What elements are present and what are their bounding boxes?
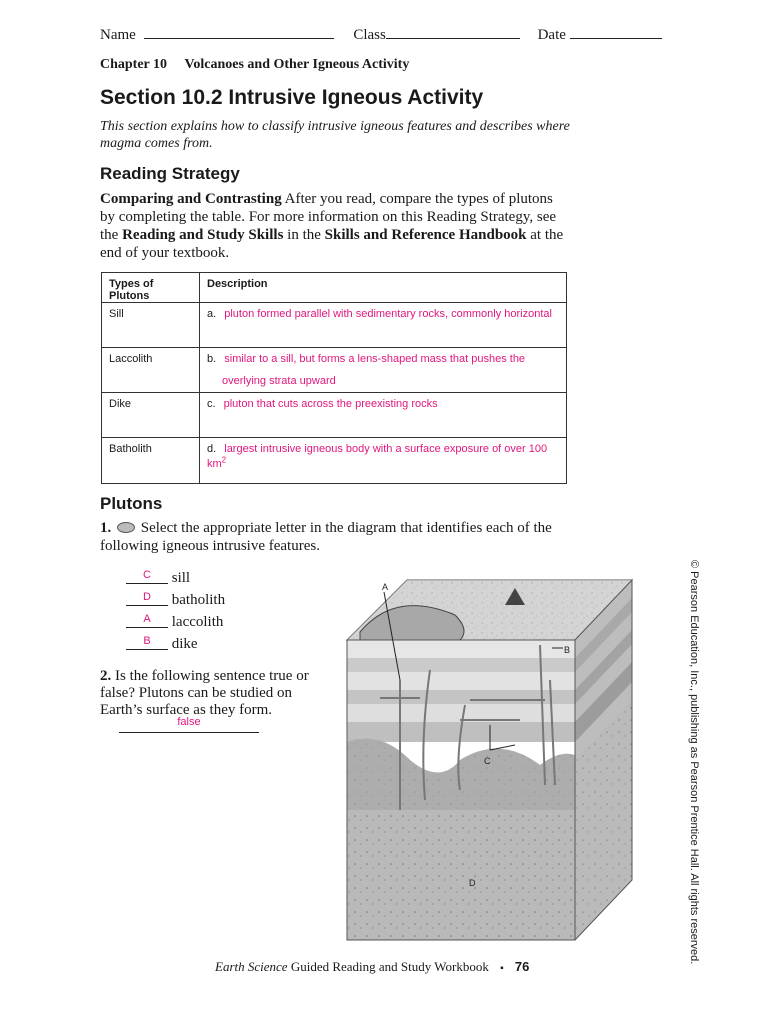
answer-label: sill — [171, 570, 191, 586]
table-row — [102, 438, 567, 484]
pluton-type: Sill — [102, 303, 200, 348]
list-item — [126, 567, 225, 589]
strategy-bold2: Skills and Reference Handbook — [324, 227, 527, 243]
pluton-description — [200, 303, 567, 348]
right-face — [575, 580, 632, 940]
section-title: Section 10.2 Intrusive Igneous Activity — [100, 86, 484, 109]
desc-answer: similar to a sill, but forms a lens-shaped mass that pushes the — [224, 353, 526, 365]
desc-letter: b. — [207, 353, 217, 365]
list-item — [126, 589, 225, 611]
chapter-line — [100, 57, 409, 73]
question-2 — [100, 668, 338, 719]
desc-letter: c. — [207, 398, 216, 410]
reading-strategy-text — [100, 190, 570, 262]
plutons-table — [101, 272, 567, 484]
strategy-text1: After you read, compare the types of plutons by completing the table. For more information on this Reading Strategy, see the — [100, 191, 557, 243]
pluton-description — [200, 348, 567, 393]
desc-answer: pluton that cuts across the preexisting rocks — [223, 398, 438, 410]
footer — [215, 959, 529, 975]
desc-answer: pluton formed parallel with sedimentary rocks, commonly horizontal — [224, 308, 552, 320]
answer-label: dike — [171, 636, 198, 652]
plutons-heading: Plutons — [100, 494, 163, 513]
superscript-2: 2 — [221, 455, 227, 464]
class-label: Class — [353, 27, 386, 43]
target-icon — [117, 522, 135, 533]
answer-blank[interactable]: C — [126, 569, 168, 584]
col-header-description: Description — [200, 273, 567, 303]
table-row — [102, 348, 567, 393]
table-row — [102, 393, 567, 438]
desc-letter: a. — [207, 308, 217, 320]
col-header-types: Types of Plutons — [102, 273, 200, 303]
strategy-text3: at the end of your textbook. — [100, 227, 564, 261]
answer-blank[interactable]: B — [126, 635, 168, 650]
date-label: Date — [537, 27, 566, 43]
reading-strategy-heading: Reading Strategy — [100, 164, 240, 183]
desc-answer — [207, 443, 547, 470]
answer-label: batholith — [171, 592, 226, 608]
q1-text: Select the appropriate letter in the diagram that identifies each of the following igneous intrusive features. — [100, 520, 552, 554]
strategy-lead: Comparing and Contrasting — [100, 191, 282, 207]
pluton-diagram — [340, 560, 640, 950]
strategy-bold1: Reading and Study Skills — [122, 227, 284, 243]
list-item — [126, 633, 225, 655]
header-line — [100, 24, 670, 44]
footer-book-italic: Earth Science — [215, 959, 288, 974]
question-1 — [100, 519, 560, 555]
date-field[interactable] — [570, 24, 662, 39]
answer-blank[interactable]: D — [126, 591, 168, 606]
pluton-type: Batholith — [102, 438, 200, 484]
q2-answer-field[interactable] — [119, 716, 259, 733]
q2-number: 2. — [100, 668, 112, 684]
intro-text: This section explains how to classify intrusive igneous features and describes where magma comes from. — [100, 119, 570, 151]
diagram-label-d: D — [469, 878, 476, 888]
answer-label: laccolith — [171, 614, 224, 630]
answers-list — [126, 567, 225, 655]
table-row — [102, 303, 567, 348]
diagram-label-b: B — [564, 645, 571, 655]
answer-blank[interactable]: A — [126, 613, 168, 628]
page-number: 76 — [514, 959, 530, 974]
diagram-label-a: A — [382, 582, 389, 592]
q2-text: Is the following sentence true or false? Plutons can be studied on Earth’s surface as they form. — [100, 668, 309, 718]
q2-answer: false — [177, 716, 201, 728]
desc-answer-text: largest intrusive igneous body with a surface exposure of over 100 km — [207, 443, 548, 470]
list-item — [126, 611, 225, 633]
pluton-description — [200, 393, 567, 438]
diagram-label-c: C — [484, 756, 491, 766]
desc-letter: d. — [207, 443, 217, 455]
desc-answer-line2: overlying strata upward — [222, 375, 336, 387]
q1-number: 1. — [100, 520, 112, 536]
name-field[interactable] — [144, 24, 334, 39]
footer-book-title: Guided Reading and Study Workbook — [290, 959, 489, 974]
chapter-title: Volcanoes and Other Igneous Activity — [184, 57, 410, 72]
strategy-text2: in the — [287, 227, 321, 243]
table-header-row — [102, 273, 567, 303]
footer-bullet: ▪ — [500, 963, 504, 974]
name-label: Name — [100, 27, 136, 43]
pluton-description — [200, 438, 567, 484]
chapter-number: Chapter 10 — [100, 57, 168, 72]
class-field[interactable] — [386, 24, 520, 39]
pluton-type: Dike — [102, 393, 200, 438]
copyright-notice: © Pearson Education, Inc., publishing as Pearson Prentice Hall. All rights reserved. — [688, 560, 700, 965]
pluton-type: Laccolith — [102, 348, 200, 393]
